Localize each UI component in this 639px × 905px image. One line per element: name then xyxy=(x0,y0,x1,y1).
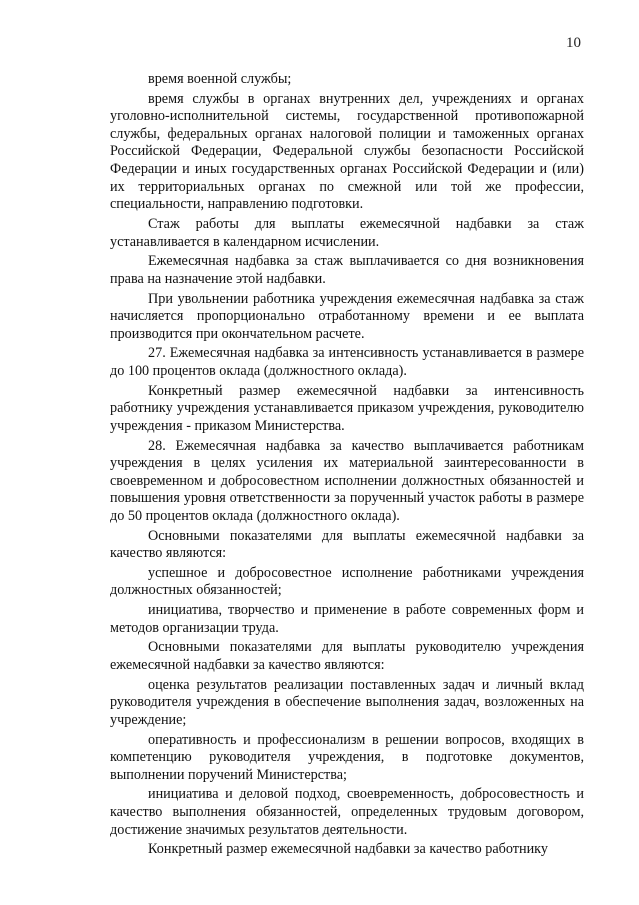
paragraph: успешное и добросовестное исполнение работниками учреждения должностных обязанностей; xyxy=(110,564,584,599)
paragraph: Конкретный размер ежемесячной надбавки за интенсивность работнику учреждения устанавливается приказом учреждения, руководителю учреждения - приказом Министерства. xyxy=(110,382,584,434)
paragraph: Ежемесячная надбавка за стаж выплачивается со дня возникновения права на назначение этой надбавки. xyxy=(110,253,584,287)
paragraph: Конкретный размер ежемесячной надбавки за качество работнику xyxy=(148,841,548,858)
paragraph: инициатива и деловой подход, своевременность, добросовестность и качество выполнения обязанностей, определенных трудовым договором, достижение значимых результатов деятельности. xyxy=(110,786,584,838)
paragraph: 27. Ежемесячная надбавка за интенсивность устанавливается в размере до 100 процентов оклада (должностного оклада). xyxy=(110,345,584,379)
paragraph: время службы в органах внутренних дел, учреждениях и органах уголовно-исполнительной системы, государственной противопожарной службы, федеральных органах налоговой полиции и таможенных органах Российской Федерации, Федеральной службы безопасности Российской Федерации и иных государственных органах Российской Федерации и (или) их территориальных органах по смежной или той же профессии, специальности, направлению подготовки. xyxy=(110,90,584,213)
document-body xyxy=(110,71,584,861)
paragraph: оперативность и профессионализм в решении вопросов, входящих в компетенцию руководителя учреждения, в подготовке документов, выполнении поручений Министерства; xyxy=(110,731,584,783)
paragraph: оценка результатов реализации поставленных задач и личный вклад руководителя учреждения в обеспечение выполнения задач, возложенных на учреждение; xyxy=(110,676,584,728)
paragraph: При увольнении работника учреждения ежемесячная надбавка за стаж начисляется пропорционально отработанному времени и ее выплата производится при окончательном расчете. xyxy=(110,290,584,342)
paragraph: Основными показателями для выплаты руководителю учреждения ежемесячной надбавки за качество являются: xyxy=(110,639,584,674)
paragraph: Стаж работы для выплаты ежемесячной надбавки за стаж устанавливается в календарном исчислении. xyxy=(110,215,584,250)
paragraph: Основными показателями для выплаты ежемесячной надбавки за качество являются: xyxy=(110,527,584,562)
paragraph: 28. Ежемесячная надбавка за качество выплачивается работникам учреждения в целях усиления их материальной заинтересованности в своевременном и добросовестном исполнении должностных обязанностей и повышения уровня ответственности за порученный участок работы в размере до 50 процентов оклада (должностного оклада). xyxy=(110,437,584,524)
paragraph: инициатива, творчество и применение в работе современных форм и методов организации труда. xyxy=(110,602,584,636)
paragraph: время военной службы; xyxy=(148,71,292,87)
page-number: 10 xyxy=(566,35,581,51)
